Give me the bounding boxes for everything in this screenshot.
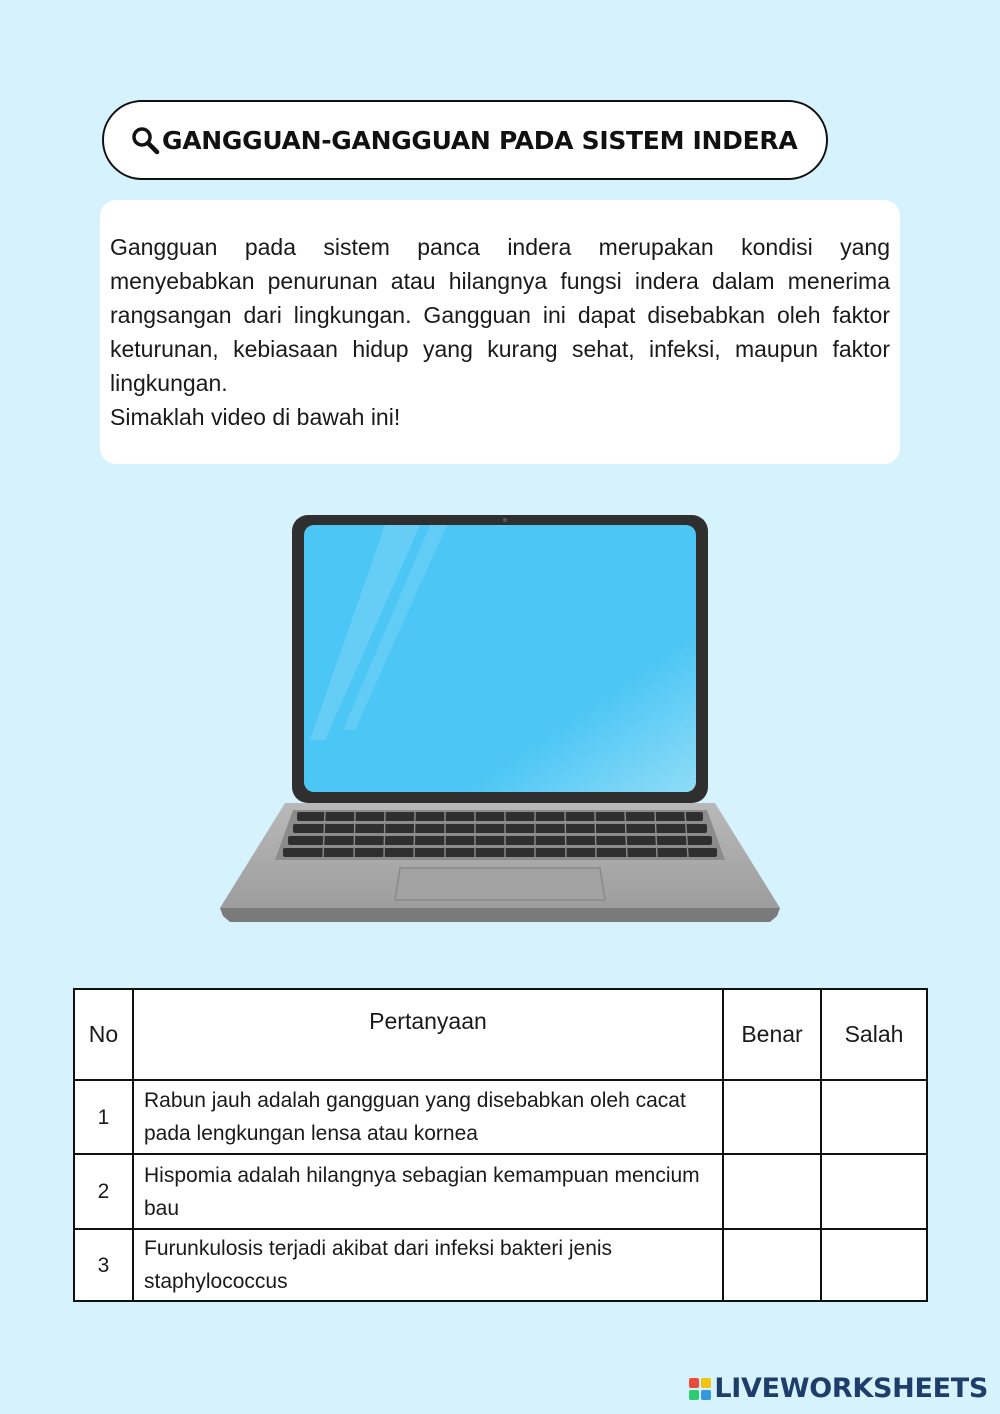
header-false: Salah bbox=[821, 989, 927, 1080]
header-question: Pertanyaan bbox=[133, 989, 723, 1080]
intro-instruction: Simaklah video di bawah ini! bbox=[110, 404, 401, 430]
answer-true-cell[interactable] bbox=[723, 1080, 821, 1154]
row-number: 1 bbox=[74, 1080, 133, 1154]
row-question: Hispomia adalah hilangnya sebagian kemampuan mencium bau bbox=[133, 1154, 723, 1229]
answer-false-cell[interactable] bbox=[821, 1229, 927, 1301]
laptop-screen bbox=[304, 525, 696, 792]
row-number: 2 bbox=[74, 1154, 133, 1229]
row-question: Rabun jauh adalah gangguan yang disebabkan oleh cacat pada lengkungan lensa atau kornea bbox=[133, 1080, 723, 1154]
laptop-video-icon[interactable] bbox=[215, 510, 785, 930]
answer-true-cell[interactable] bbox=[723, 1229, 821, 1301]
row-number: 3 bbox=[74, 1229, 133, 1301]
header-no: No bbox=[74, 989, 133, 1080]
laptop-touchpad bbox=[395, 868, 605, 900]
logo-icon bbox=[689, 1378, 711, 1400]
header-true: Benar bbox=[723, 989, 821, 1080]
brand-name: LIVEWORKSHEETS bbox=[714, 1373, 988, 1404]
search-icon bbox=[130, 125, 160, 155]
row-question: Furunkulosis terjadi akibat dari infeksi bakteri jenis staphylococcus bbox=[133, 1229, 723, 1301]
quiz-table bbox=[73, 988, 928, 1302]
title-banner bbox=[102, 100, 828, 180]
table-row bbox=[74, 1229, 927, 1301]
table-row bbox=[74, 1080, 927, 1154]
table-row bbox=[74, 1154, 927, 1229]
answer-false-cell[interactable] bbox=[821, 1080, 927, 1154]
answer-true-cell[interactable] bbox=[723, 1154, 821, 1229]
intro-paragraph: Gangguan pada sistem panca indera merupakan kondisi yang menyebabkan penurunan atau hilangnya fungsi indera dalam menerima rangsangan dari lingkungan. Gangguan ini dapat disebabkan oleh faktor keturunan, kebiasaan hidup yang kurang sehat, infeksi, maupun faktor lingkungan. bbox=[110, 234, 890, 396]
answer-false-cell[interactable] bbox=[821, 1154, 927, 1229]
table-header-row bbox=[74, 989, 927, 1080]
intro-card bbox=[100, 200, 900, 464]
liveworksheets-logo bbox=[689, 1373, 988, 1404]
page-title: GANGGUAN-GANGGUAN PADA SISTEM INDERA bbox=[162, 125, 798, 155]
